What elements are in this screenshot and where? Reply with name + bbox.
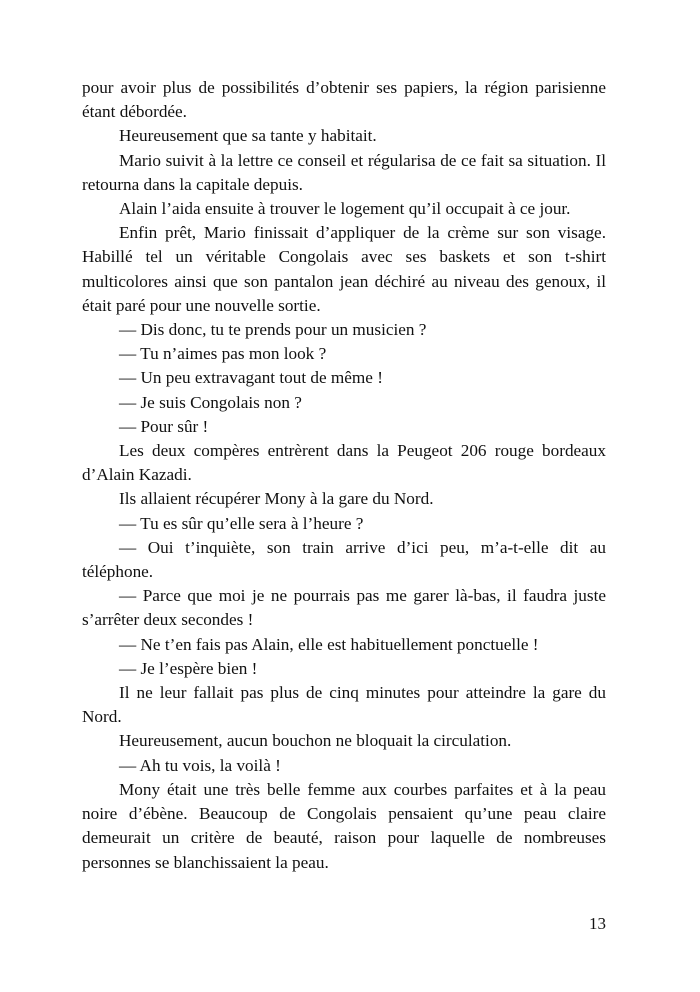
paragraph: Mario suivit à la lettre ce conseil et régularisa de ce fait sa situation. Il retourna dans la capitale depuis. <box>82 150 606 194</box>
paragraph: Alain l’aida ensuite à trouver le logement qu’il occupait à ce jour. <box>119 199 571 219</box>
body-text <box>82 76 606 875</box>
dialogue-line: — Ne t’en fais pas Alain, elle est habituellement ponctuelle ! <box>119 634 539 654</box>
dialogue-line: — Tu n’aimes pas mon look ? <box>119 344 327 364</box>
paragraph: Heureusement, aucun bouchon ne bloquait la circulation. <box>119 731 512 751</box>
dialogue-line: — Oui t’inquiète, son train arrive d’ici peu, m’a-t-elle dit au téléphone. <box>82 537 606 582</box>
paragraph: pour avoir plus de possibilités d’obtenir ses papiers, la région parisienne étant débordée. <box>82 78 606 122</box>
dialogue-line: — Tu es sûr qu’elle sera à l’heure ? <box>119 513 364 533</box>
page-number: 13 <box>589 914 606 933</box>
paragraph: Les deux compères entrèrent dans la Peugeot 206 rouge bordeaux d’Alain Kazadi. <box>82 441 606 485</box>
dialogue-line: — Ah tu vois, la voilà ! <box>119 755 281 775</box>
paragraph: Mony était une très belle femme aux courbes parfaites et à la peau noire d’ébène. Beaucoup de Congolais pensaient qu’une peau claire demeurait un critère de beauté, raison pour laquelle de nombreuses personnes se blanchissaient la peau. <box>82 779 606 872</box>
dialogue-line: — Un peu extravagant tout de même ! <box>119 368 383 388</box>
paragraph: Il ne leur fallait pas plus de cinq minutes pour atteindre la gare du Nord. <box>82 683 606 727</box>
dialogue-line: — Pour sûr ! <box>119 416 209 436</box>
dialogue-line: — Je suis Congolais non ? <box>119 392 302 412</box>
paragraph: Heureusement que sa tante y habitait. <box>119 126 377 146</box>
paragraph: Ils allaient récupérer Mony à la gare du Nord. <box>119 489 434 509</box>
paragraph: Enfin prêt, Mario finissait d’appliquer de la crème sur son visage. Habillé tel un véritable Congolais avec ses baskets et son t-shirt multicolores ainsi que son pantalon jean déchiré au niveau des genoux, il était paré pour une nouvelle sortie. <box>82 223 606 315</box>
dialogue-line: — Parce que moi je ne pourrais pas me garer là-bas, il faudra juste s’arrêter deux secondes ! <box>82 586 606 630</box>
dialogue-line: — Je l’espère bien ! <box>119 658 258 678</box>
dialogue-line: — Dis donc, tu te prends pour un musicien ? <box>119 320 427 340</box>
